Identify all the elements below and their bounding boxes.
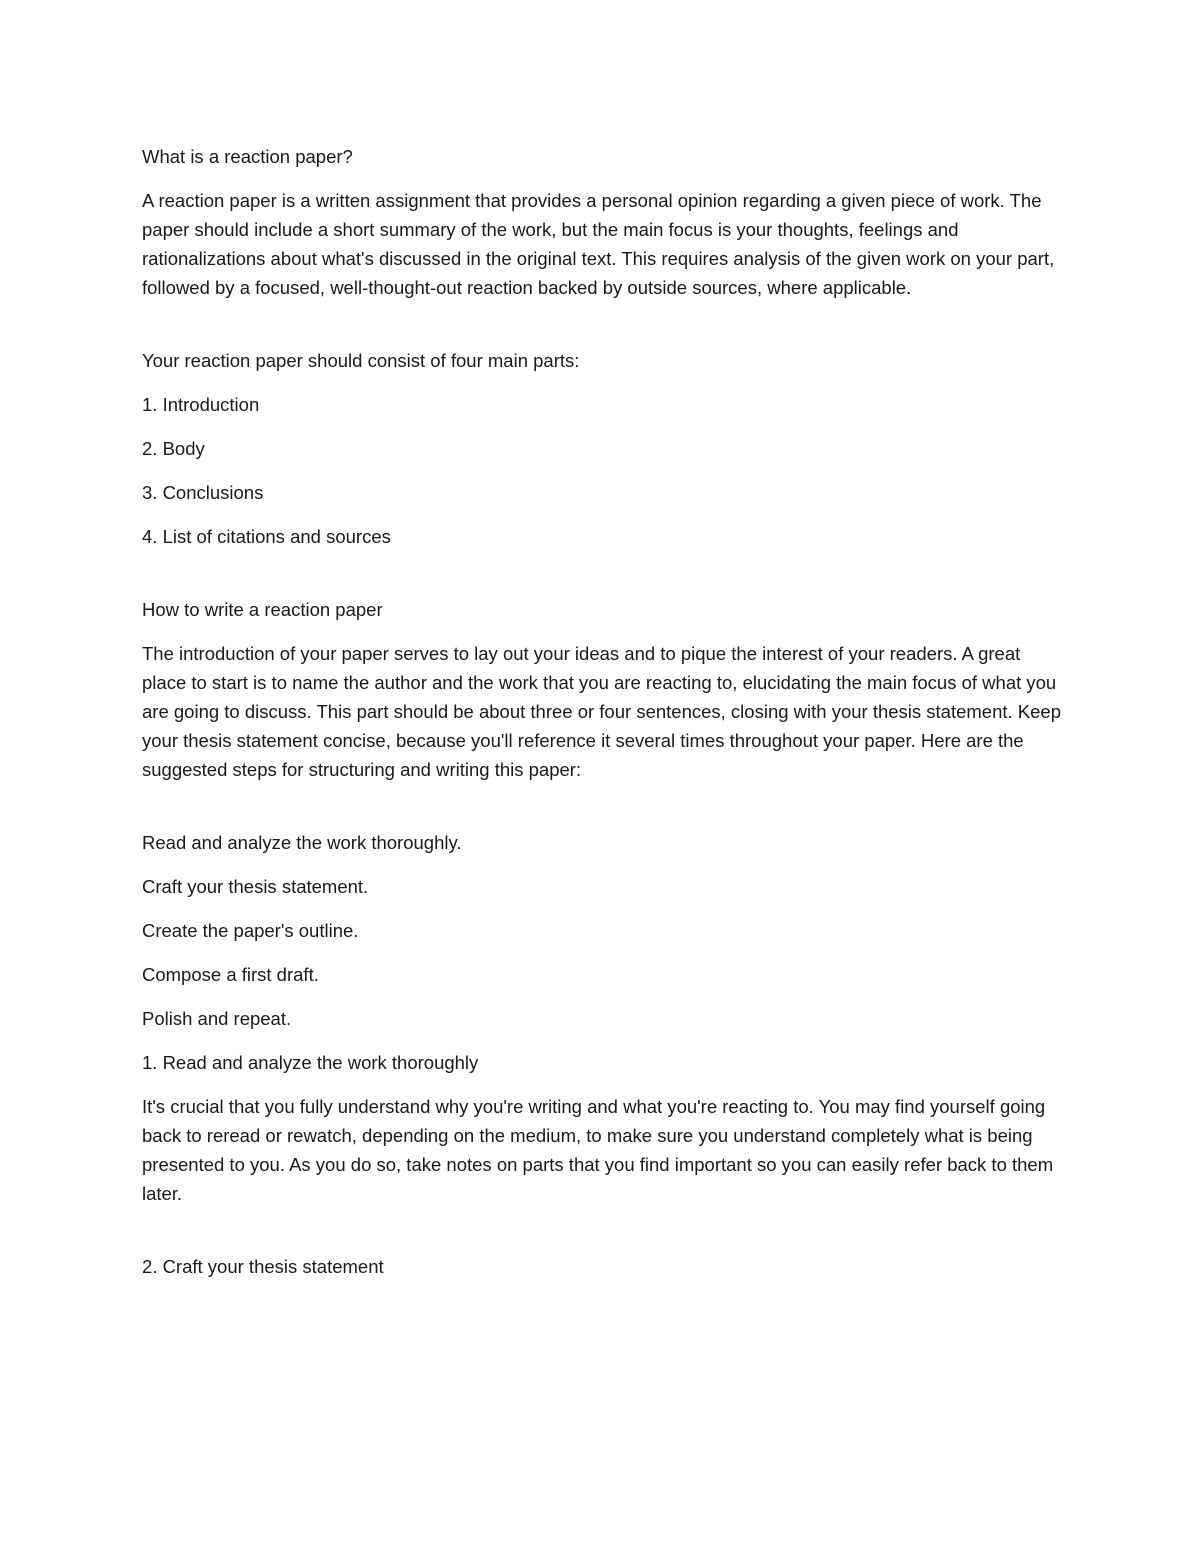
step-compose-draft: Compose a first draft. xyxy=(142,964,319,985)
how-to-paragraph: The introduction of your paper serves to lay out your ideas and to pique the interest of your readers. A great place to start is to name the author and the work that you are reacting to, elucidating the main focus of what you are going to discuss. This part should be about three or four sentences, closing with your thesis statement. Keep your thesis statement concise, because you'll reference it several times throughout your paper. Here are the suggested steps for structuring and writing this paper: xyxy=(142,643,1062,780)
list-item-part-citations: 4. List of citations and sources xyxy=(142,526,391,547)
heading-what-is-reaction-paper: What is a reaction paper? xyxy=(142,146,353,167)
step-read-analyze: Read and analyze the work thoroughly. xyxy=(142,832,462,853)
list-item-part-introduction: 1. Introduction xyxy=(142,394,260,415)
heading-how-to-write: How to write a reaction paper xyxy=(142,599,383,620)
parts-intro: Your reaction paper should consist of four main parts: xyxy=(142,350,580,371)
step-craft-thesis: Craft your thesis statement. xyxy=(142,876,369,897)
step1-paragraph: It's crucial that you fully understand why you're writing and what you're reacting to. You may find yourself going back to reread or rewatch, depending on the medium, to make sure you understand completely what is being presented to you. As you do so, take notes on parts that you find important so you can easily refer back to them later. xyxy=(142,1096,1054,1204)
list-item-part-conclusions: 3. Conclusions xyxy=(142,482,264,503)
step-create-outline: Create the paper's outline. xyxy=(142,920,359,941)
step2-heading: 2. Craft your thesis statement xyxy=(142,1256,384,1277)
step1-heading: 1. Read and analyze the work thoroughly xyxy=(142,1052,479,1073)
document-body xyxy=(142,142,1062,1296)
intro-paragraph: A reaction paper is a written assignment that provides a personal opinion regarding a given piece of work. The paper should include a short summary of the work, but the main focus is your thoughts, feelings and rationalizations about what's discussed in the original text. This requires analysis of the given work on your part, followed by a focused, well-thought-out reaction backed by outside sources, where applicable. xyxy=(142,190,1055,298)
step-polish-repeat: Polish and repeat. xyxy=(142,1008,292,1029)
list-item-part-body: 2. Body xyxy=(142,438,205,459)
